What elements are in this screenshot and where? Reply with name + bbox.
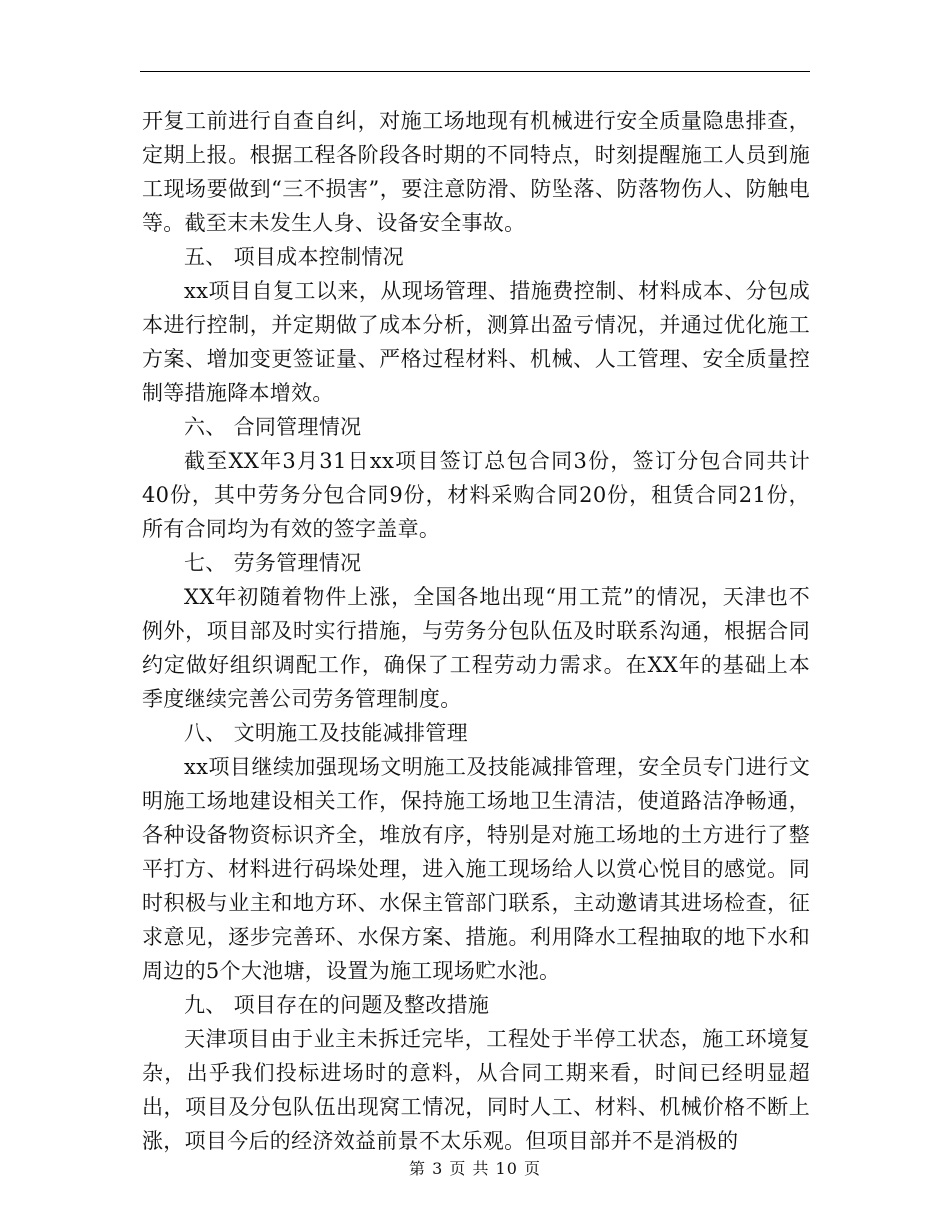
section-heading-6: 六、 合同管理情况	[184, 415, 362, 439]
paragraph-civilized-construction: xx项目继续加强现场文明施工及技能减排管理，安全员专门进行文明施工场地建设相关工作，保持施工场地卫生清洁，使道路洁净畅通，各种设备物资标识齐全，堆放有序，特别是对施工场地的土方进行了整平打方、材料进行码垛处理，进入施工现场给人以赏心悦目的感觉。同时积极与业主和地方环、水保主管部门联系，主动邀请其进场检查，征求意见，逐步完善环、水保方案、措施。利用降水工程抽取的地下水和周边的5个大池塘，设置为施工现场贮水池。	[142, 755, 810, 983]
paragraph-issues: 天津项目由于业主未拆迁完毕，工程处于半停工状态，施工环境复杂，出乎我们投标进场时的意料，从合同工期来看，时间已经明显超出，项目及分包队伍出现窝工情况，同时人工、材料、机械价格不断上涨，项目今后的经济效益前景不太乐观。但项目部并不是消极的	[142, 1027, 810, 1153]
paragraph-intro: 开复工前进行自查自纠，对施工场地现有机械进行安全质量隐患排查，定期上报。根据工程各阶段各时期的不同特点，时刻提醒施工人员到施工现场要做到“三不损害”，要注意防滑、防坠落、防落物伤人、防触电等。截至末未发生人身、设备安全事故。	[142, 109, 810, 235]
document-body	[142, 104, 810, 1158]
header-rule	[140, 71, 810, 72]
page-footer: 第 3 页 共 10 页	[409, 1159, 541, 1178]
paragraph-labor-management: XX年初随着物件上涨，全国各地出现“用工荒”的情况，天津也不例外，项目部及时实行措施，与劳务分包队伍及时联系沟通，根据合同约定做好组织调配工作，确保了工程劳动力需求。在XX年的基础上本季度继续完善公司劳务管理制度。	[142, 585, 810, 711]
section-heading-5: 五、 项目成本控制情况	[184, 245, 404, 269]
section-heading-7: 七、 劳务管理情况	[184, 551, 362, 575]
section-heading-9: 九、 项目存在的问题及整改措施	[184, 993, 490, 1017]
section-heading-8: 八、 文明施工及技能减排管理	[184, 721, 468, 745]
paragraph-cost-control: xx项目自复工以来，从现场管理、措施费控制、材料成本、分包成本进行控制，并定期做了成本分析，测算出盈亏情况，并通过优化施工方案、增加变更签证量、严格过程材料、机械、人工管理、安全质量控制等措施降本增效。	[142, 279, 810, 405]
paragraph-contract-management: 截至XX年3月31日xx项目签订总包合同3份，签订分包合同共计40份，其中劳务分包合同9份，材料采购合同20份，租赁合同21份，所有合同均为有效的签字盖章。	[142, 449, 810, 541]
